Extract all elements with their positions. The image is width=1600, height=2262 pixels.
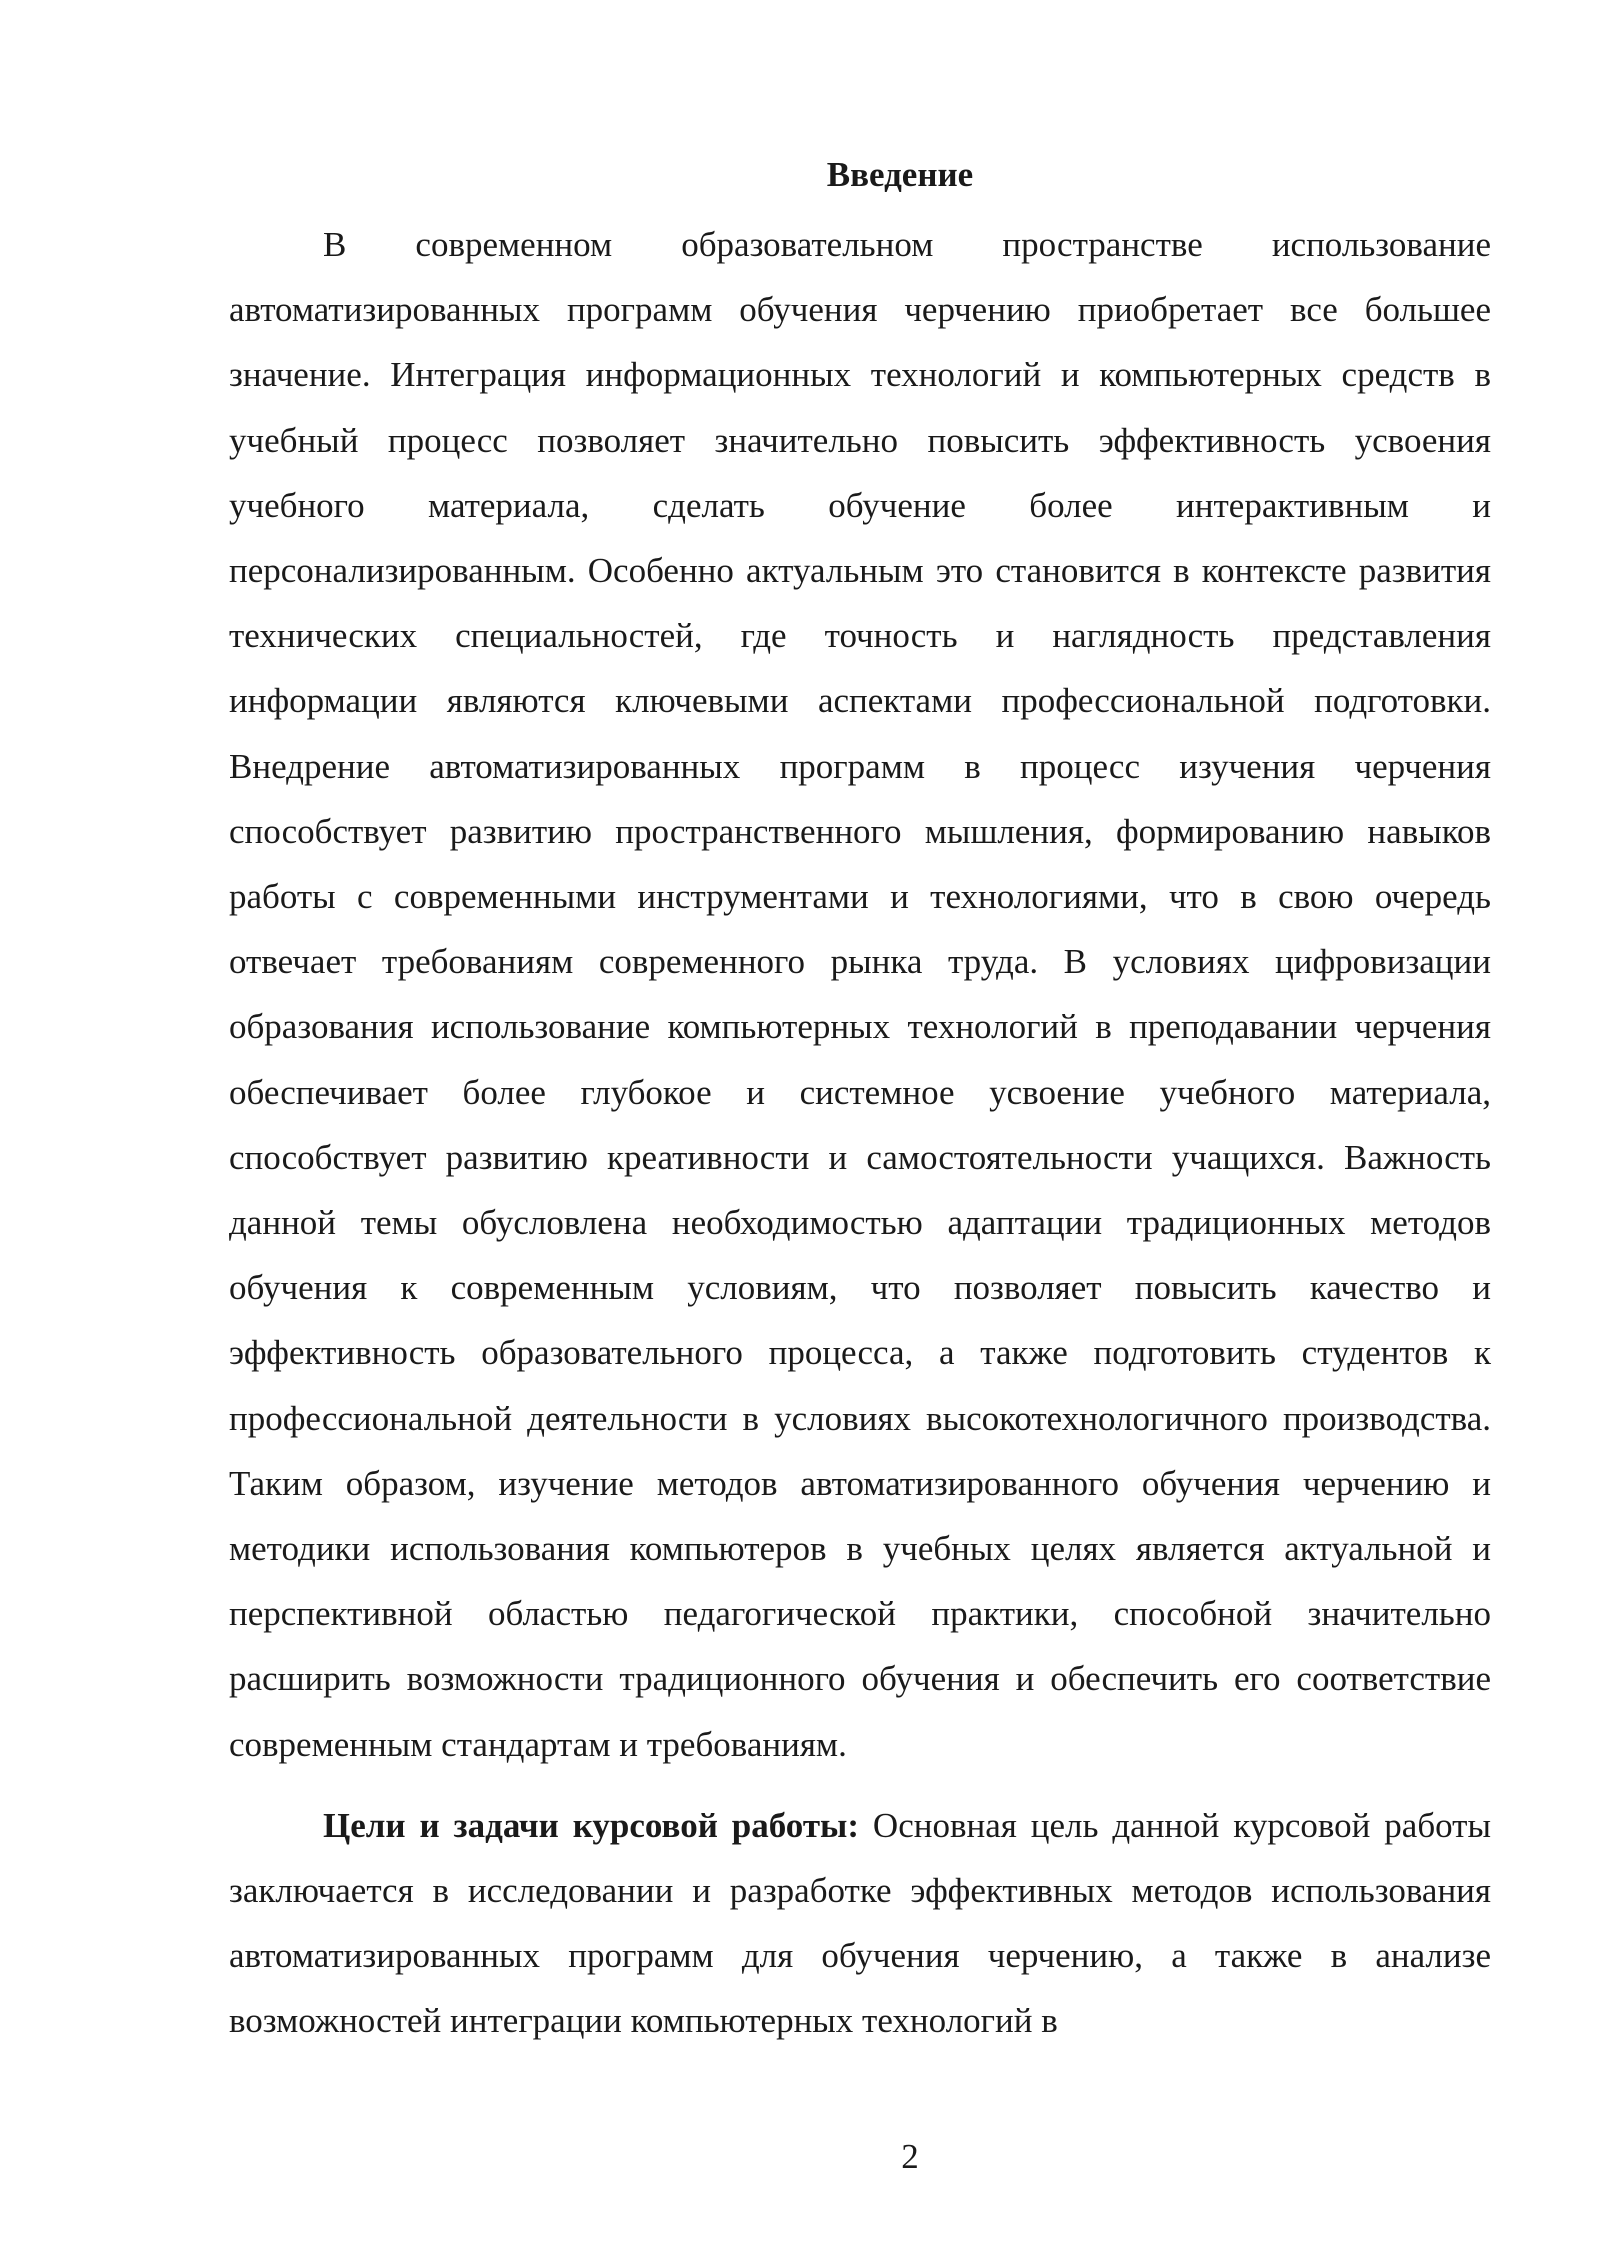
section-heading: Введение bbox=[826, 155, 974, 194]
intro-paragraph: В современном образовательном пространстве использование автоматизированных программ обучения черчению приобретает все большее значение. Интеграция информационных технологий и компьютерных средств в учебный процесс позволяет значительно повысить эффективность усвоения учебного материала, сделать обучение более интерактивным и персонализированным. Особенно актуальным это становится в контексте развития технических специальностей, где точность и наглядность представления информации являются ключевыми аспектами профессиональной подготовки. Внедрение автоматизированных программ в процесс изучения черчения способствует развитию пространственного мышления, формированию навыков работы с современными инструментами и технологиями, что в свою очередь отвечает требованиям современного рынка труда. В условиях цифровизации образования использование компьютерных технологий в преподавании черчения обеспечивает более глубокое и системное усвоение учебного материала, способствует развитию креативности и самостоятельности учащихся. Важность данной темы обусловлена необходимостью адаптации традиционных методов обучения к современным условиям, что позволяет повысить качество и эффективность образовательного процесса, а также подготовить студентов к профессиональной деятельности в условиях высокотехнологичного производства. Таким образом, изучение методов автоматизированного обучения черчению и методики использования компьютеров в учебных целях является актуальной и перспективной областью педагогической практики, способной значительно расширить возможности традиционного обучения и обеспечить его соответствие современным стандартам и требованиям. bbox=[229, 225, 1491, 1764]
goals-heading: Цели и задачи курсовой работы: bbox=[323, 1805, 859, 1845]
goals-paragraph bbox=[229, 1793, 1491, 2054]
page-content bbox=[229, 148, 1491, 2054]
page-number: 2 bbox=[901, 2137, 919, 2176]
goals-text: Основная цель данной курсовой работы заключается в исследовании и разработке эффективных методов использования автоматизированных программ для обучения черчению, а также в анализе возможностей интеграции компьютерных технологий в bbox=[229, 1805, 1491, 2041]
